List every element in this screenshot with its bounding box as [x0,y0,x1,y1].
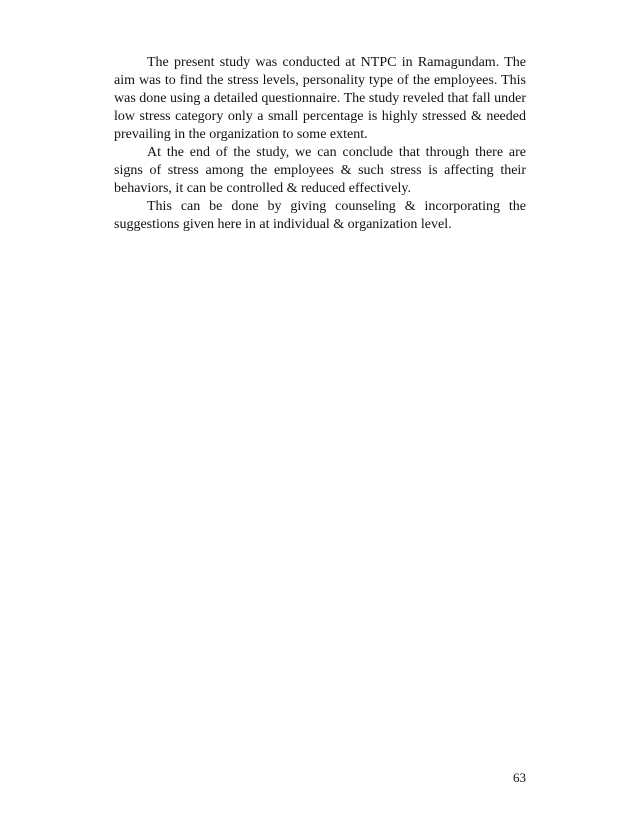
page-number: 63 [513,770,526,785]
paragraph-3: This can be done by giving counseling & incorporating the suggestions given here in at individual & organization level. [114,199,526,232]
paragraph-2: At the end of the study, we can conclude that through there are signs of stress among the employees & such stress is affecting their behaviors, it can be controlled & reduced effectively. [114,145,526,196]
body-text [114,54,526,234]
paragraph-1: The present study was conducted at NTPC in Ramagundam. The aim was to find the stress levels, personality type of the employees. This was done using a detailed questionnaire. The study reveled that fall under low stress category only a small percentage is highly stressed & needed prevailing in the organization to some extent. [114,55,526,142]
